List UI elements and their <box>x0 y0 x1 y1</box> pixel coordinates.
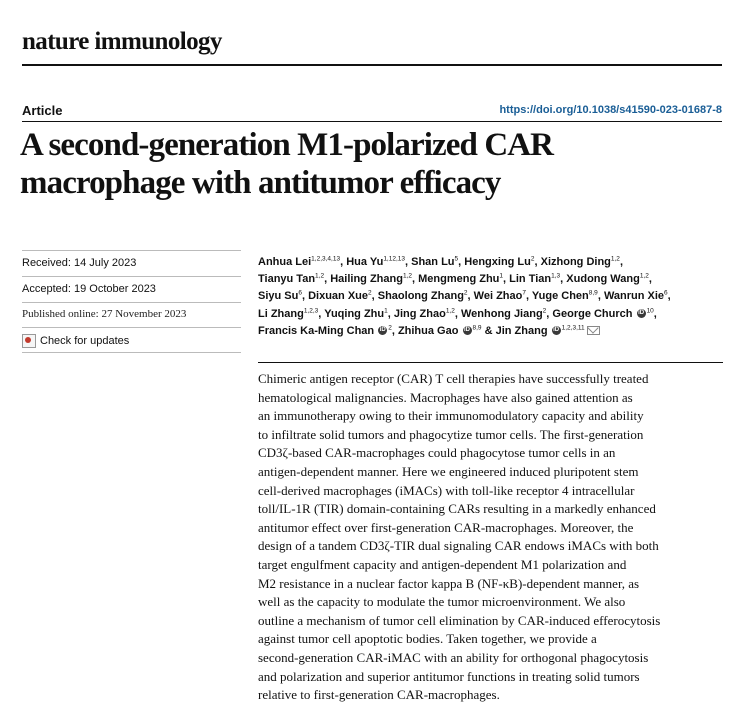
check-for-updates-label: Check for updates <box>40 335 130 347</box>
author-name[interactable]: Xizhong Ding <box>540 256 611 268</box>
abstract-line: cell-derived macrophages (iMACs) with toll-like receptor 4 intracellular <box>258 482 635 498</box>
abstract-line: M2 resistance in a nuclear factor kappa B (NF-κB)-dependent manner, as <box>258 575 640 591</box>
author-name[interactable]: Jin Zhang <box>495 324 548 337</box>
abstract-line: hematological malignancies. Macrophages have also gained attention as <box>258 389 633 405</box>
author-affiliation: 2 <box>542 306 547 314</box>
author-affiliation: 10 <box>646 306 654 314</box>
title-rule <box>22 121 722 122</box>
meta-divider <box>22 250 241 251</box>
orcid-icon[interactable]: iD <box>553 327 560 334</box>
author-affiliation: 2 <box>388 324 392 332</box>
abstract-line: antitumor effect over first-generation CAR-macrophages. Moreover, the <box>258 519 634 535</box>
author-name[interactable]: Dixuan Xue <box>308 290 368 303</box>
meta-divider <box>22 327 241 328</box>
author-name[interactable]: George Church <box>552 307 633 320</box>
author-line: Francis Ka-Ming Chan iD $^2$, Zhihua Gao iD $^{8,9}$ & Jin Zhang iD $^{1,2,3,11}$ <box>258 323 718 340</box>
author-affiliation: 2 <box>463 289 468 297</box>
author-affiliation: 5 <box>454 255 459 263</box>
abstract-line: to infiltrate solid tumors and phagocytize tumor cells. The first-generation <box>258 426 644 442</box>
author-line: Tianyu Tan$^{1,2}$, Hailing Zhang$^{1,2}$, Mengmeng Zhu$^1$, Lin Tian$^{1,3}$, Xudong Wang$^{1,2}$, <box>258 272 652 286</box>
abstract-line: and polarization and superior antitumor functions in treating solid tumors <box>258 668 640 684</box>
orcid-icon[interactable]: iD <box>464 327 470 334</box>
abstract-line: second-generation CAR-iMAC with an ability for orthogonal phagocytosis <box>258 649 649 665</box>
envelope-icon[interactable] <box>587 326 600 335</box>
abstract-rule <box>258 362 723 363</box>
title-line: macrophage with antitumor efficacy <box>20 165 501 201</box>
author-affiliation: 1,12,13 <box>383 255 405 263</box>
author-affiliation: 1,3 <box>551 272 561 280</box>
author-name[interactable]: Hua Yu <box>346 256 384 268</box>
meta-divider <box>22 302 241 303</box>
author-line: Anhua Lei$^{1,2,3,4,13}$, Hua Yu$^{1,12,13}$, Shan Lu$^5$, Hengxing Lu$^2$, Xizhong Ding$^{1,2}$, <box>258 255 623 268</box>
article-type: Article <box>22 103 63 118</box>
abstract-line: target engulfment capacity and antigen-dependent M1 polarization and <box>258 556 627 572</box>
meta-divider <box>22 276 241 277</box>
author-affiliation: 6 <box>298 289 302 297</box>
author-name[interactable]: Shaolong Zhang <box>377 290 464 303</box>
author-affiliation: 1,2 <box>610 255 620 263</box>
abstract-line: relative to first-generation CAR-macrophages. <box>258 687 500 703</box>
author-affiliation: 7 <box>522 289 526 297</box>
author-affiliation: 1,2,3,11 <box>561 324 585 332</box>
abstract-line: Chimeric antigen receptor (CAR) T cell therapies have successfully treated <box>258 371 649 386</box>
author-name[interactable]: Hengxing Lu <box>464 256 531 268</box>
title-line: A second-generation M1-polarized CAR <box>20 127 554 163</box>
author-affiliation: 1,2 <box>402 272 412 280</box>
author-name[interactable]: Li Zhang <box>258 307 304 320</box>
abstract-line: CD3ζ-based CAR-macrophages could phagocytose tumor cells in an <box>258 445 616 461</box>
published-date: Published online: 27 November 2023 <box>22 308 187 320</box>
abstract-line: toll/IL-1R (TIR) domain-containing CARs resulting in a markedly enhanced <box>258 501 656 517</box>
author-affiliation: 1,2 <box>639 272 649 280</box>
author-name[interactable]: Jing Zhao <box>393 307 446 320</box>
abstract-line: well as the capacity to modulate the tumor microenvironment. We also <box>258 594 626 610</box>
author-name[interactable]: Yuqing Zhu <box>324 307 385 320</box>
abstract-line: an immunotherapy owing to their immunomodulatory capacity and ability <box>258 408 644 424</box>
abstract-line: design of a tandem CD3ζ-TIR dual signaling CAR endows iMACs with both <box>258 538 659 554</box>
crossmark-icon <box>22 334 36 348</box>
author-list <box>258 254 718 340</box>
page-title <box>20 126 720 202</box>
author-name[interactable]: Lin Tian <box>509 273 552 286</box>
journal-name: nature immunology <box>22 28 222 55</box>
author-affiliation: 1,2,3 <box>303 306 319 314</box>
abstract-line: antigen-dependent manner. Here we engineered induced pluripotent stem <box>258 463 639 479</box>
author-affiliation: 1 <box>384 306 388 314</box>
author-name[interactable]: Shan Lu <box>411 256 455 268</box>
author-affiliation: 1 <box>499 272 504 280</box>
author-name[interactable]: Francis Ka-Ming Chan <box>258 324 375 337</box>
author-affiliation: 2 <box>368 289 372 297</box>
author-name[interactable]: Wanrun Xie <box>603 290 665 303</box>
received-date: Received: 14 July 2023 <box>22 257 137 269</box>
author-name[interactable]: Wei Zhao <box>473 290 523 303</box>
author-name[interactable]: Hailing Zhang <box>330 273 403 286</box>
author-name[interactable]: Mengmeng Zhu <box>418 273 500 286</box>
author-line: Siyu Su$^6$, Dixuan Xue$^2$, Shaolong Zhang$^2$, Wei Zhao$^7$, Yuge Chen$^{8,9}$, Wanrun Xie$^6$, <box>258 289 671 303</box>
orcid-icon[interactable]: iD <box>379 327 386 334</box>
author-name[interactable]: Xudong Wang <box>566 273 640 286</box>
abstract-line: against tumor cell apoptotic bodies. Taken together, we provide a <box>258 631 597 647</box>
check-for-updates-button[interactable] <box>22 334 129 348</box>
author-name[interactable]: Zhihua Gao <box>397 324 459 337</box>
header-rule <box>22 64 722 66</box>
author-affiliation: 8,9 <box>588 289 598 297</box>
abstract-line: outline a mechanism of tumor cell elimination by CAR-induced efferocytosis <box>258 612 661 628</box>
author-affiliation: 1,2 <box>445 306 455 314</box>
author-line: Li Zhang$^{1,2,3}$, Yuqing Zhu$^1$, Jing Zhao$^{1,2}$, Wenhong Jiang$^2$, George Church iD $^{10}$, <box>258 306 657 320</box>
author-affiliation: 1,2,3,4,13 <box>311 255 341 263</box>
meta-divider <box>22 352 241 353</box>
author-name[interactable]: Anhua Lei <box>258 256 312 268</box>
author-name[interactable]: Siyu Su <box>258 290 299 303</box>
accepted-date: Accepted: 19 October 2023 <box>22 283 156 295</box>
author-name[interactable]: Wenhong Jiang <box>460 307 543 320</box>
orcid-icon[interactable]: iD <box>638 310 645 317</box>
author-name[interactable]: Tianyu Tan <box>258 273 316 286</box>
abstract <box>258 370 723 705</box>
author-name[interactable]: Yuge Chen <box>531 290 589 303</box>
author-affiliation: 8,9 <box>472 324 482 332</box>
author-affiliation: 1,2 <box>315 272 325 280</box>
author-affiliation: 2 <box>530 255 535 263</box>
author-affiliation: 6 <box>664 289 668 297</box>
doi-link[interactable]: https://doi.org/10.1038/s41590-023-01687-8 <box>499 104 722 116</box>
